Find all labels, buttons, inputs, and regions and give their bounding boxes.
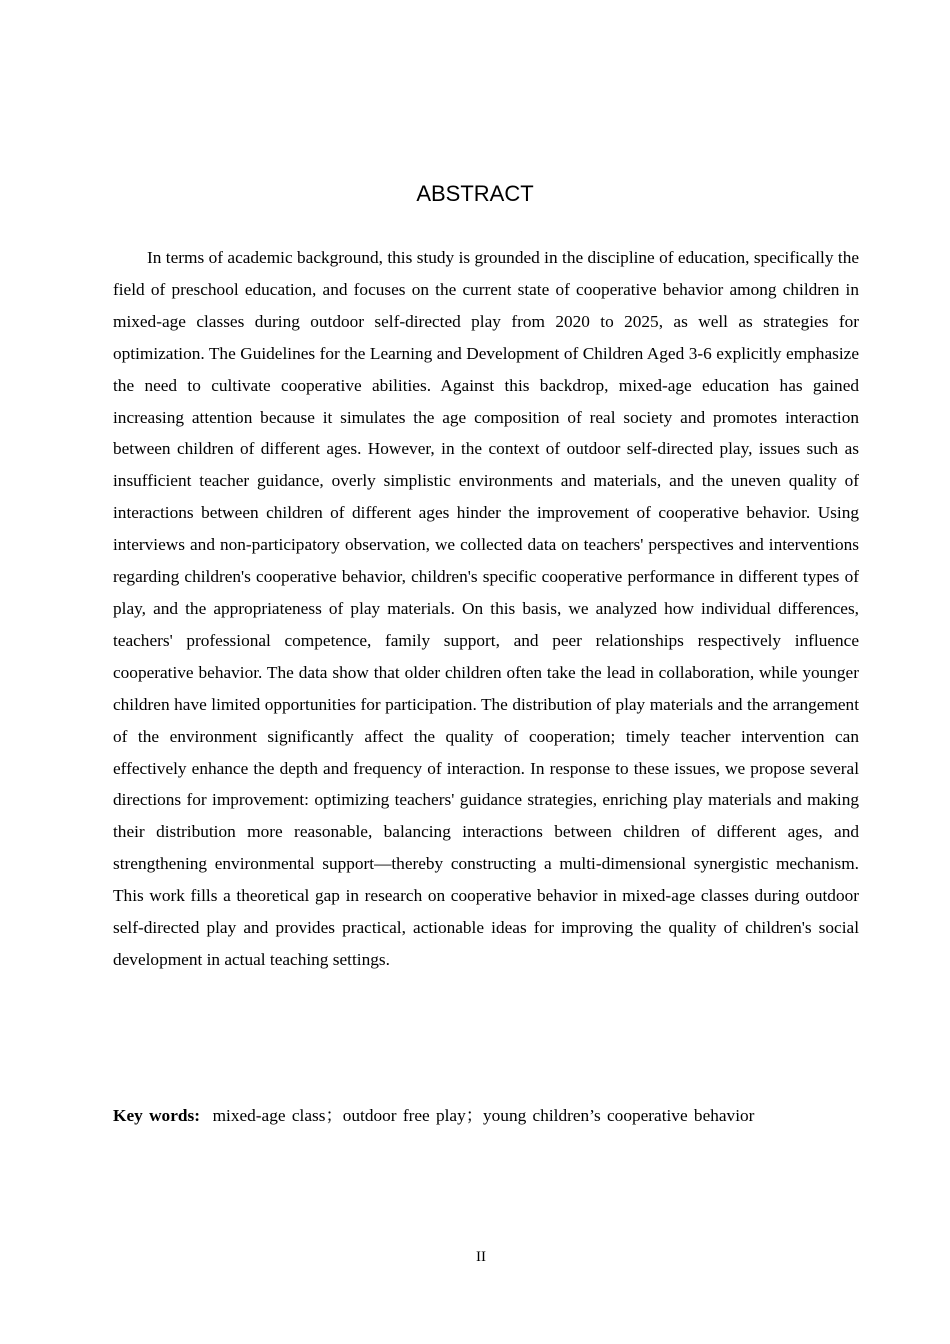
keywords-text: mixed-age class；outdoor free play；young children’s cooperative behavior (212, 1106, 755, 1125)
keywords-line (113, 1101, 873, 1131)
keywords-label: Key words: (113, 1106, 200, 1125)
abstract-title: ABSTRACT (416, 181, 534, 206)
page-number: II (476, 1249, 486, 1265)
abstract-body-text: In terms of academic background, this study is grounded in the discipline of education, specifically the field of preschool education, and focuses on the current state of cooperative behavior among children in mixed-age classes during outdoor self-directed play from 2020 to 2025, as well as strategies for optimization. The Guidelines for the Learning and Development of Children Aged 3-6 explicitly emphasize the need to cultivate cooperative abilities. Against this backdrop, mixed-age education has gained increasing attention because it simulates the age composition of real society and promotes interaction between children of different ages. However, in the context of outdoor self-directed play, issues such as insufficient teacher guidance, overly simplistic environments and materials, and the uneven quality of interactions between children of different ages hinder the improvement of cooperative behavior. Using interviews and non-participatory observation, we collected data on teachers' perspectives and interventions regarding children's cooperative behavior, children's specific cooperative performance in different types of play, and the appropriateness of play materials. On this basis, we analyzed how individual differences, teachers' professional competence, family support, and peer relationships respectively influence cooperative behavior. The data show that older children often take the lead in collaboration, while younger children have limited opportunities for participation. The distribution of play materials and the arrangement of the environment significantly affect the quality of cooperation; timely teacher intervention can effectively enhance the depth and frequency of interaction. In response to these issues, we propose several directions for improvement: optimizing teachers' guidance strategies, enriching play materials and making their distribution more reasonable, balancing interactions between children of different ages, and strengthening environmental support—thereby constructing a multi-dimensional synergistic mechanism. This work fills a theoretical gap in research on cooperative behavior in mixed-age classes during outdoor self-directed play and provides practical, actionable ideas for improving the quality of children's social development in actual teaching settings. (113, 248, 859, 969)
